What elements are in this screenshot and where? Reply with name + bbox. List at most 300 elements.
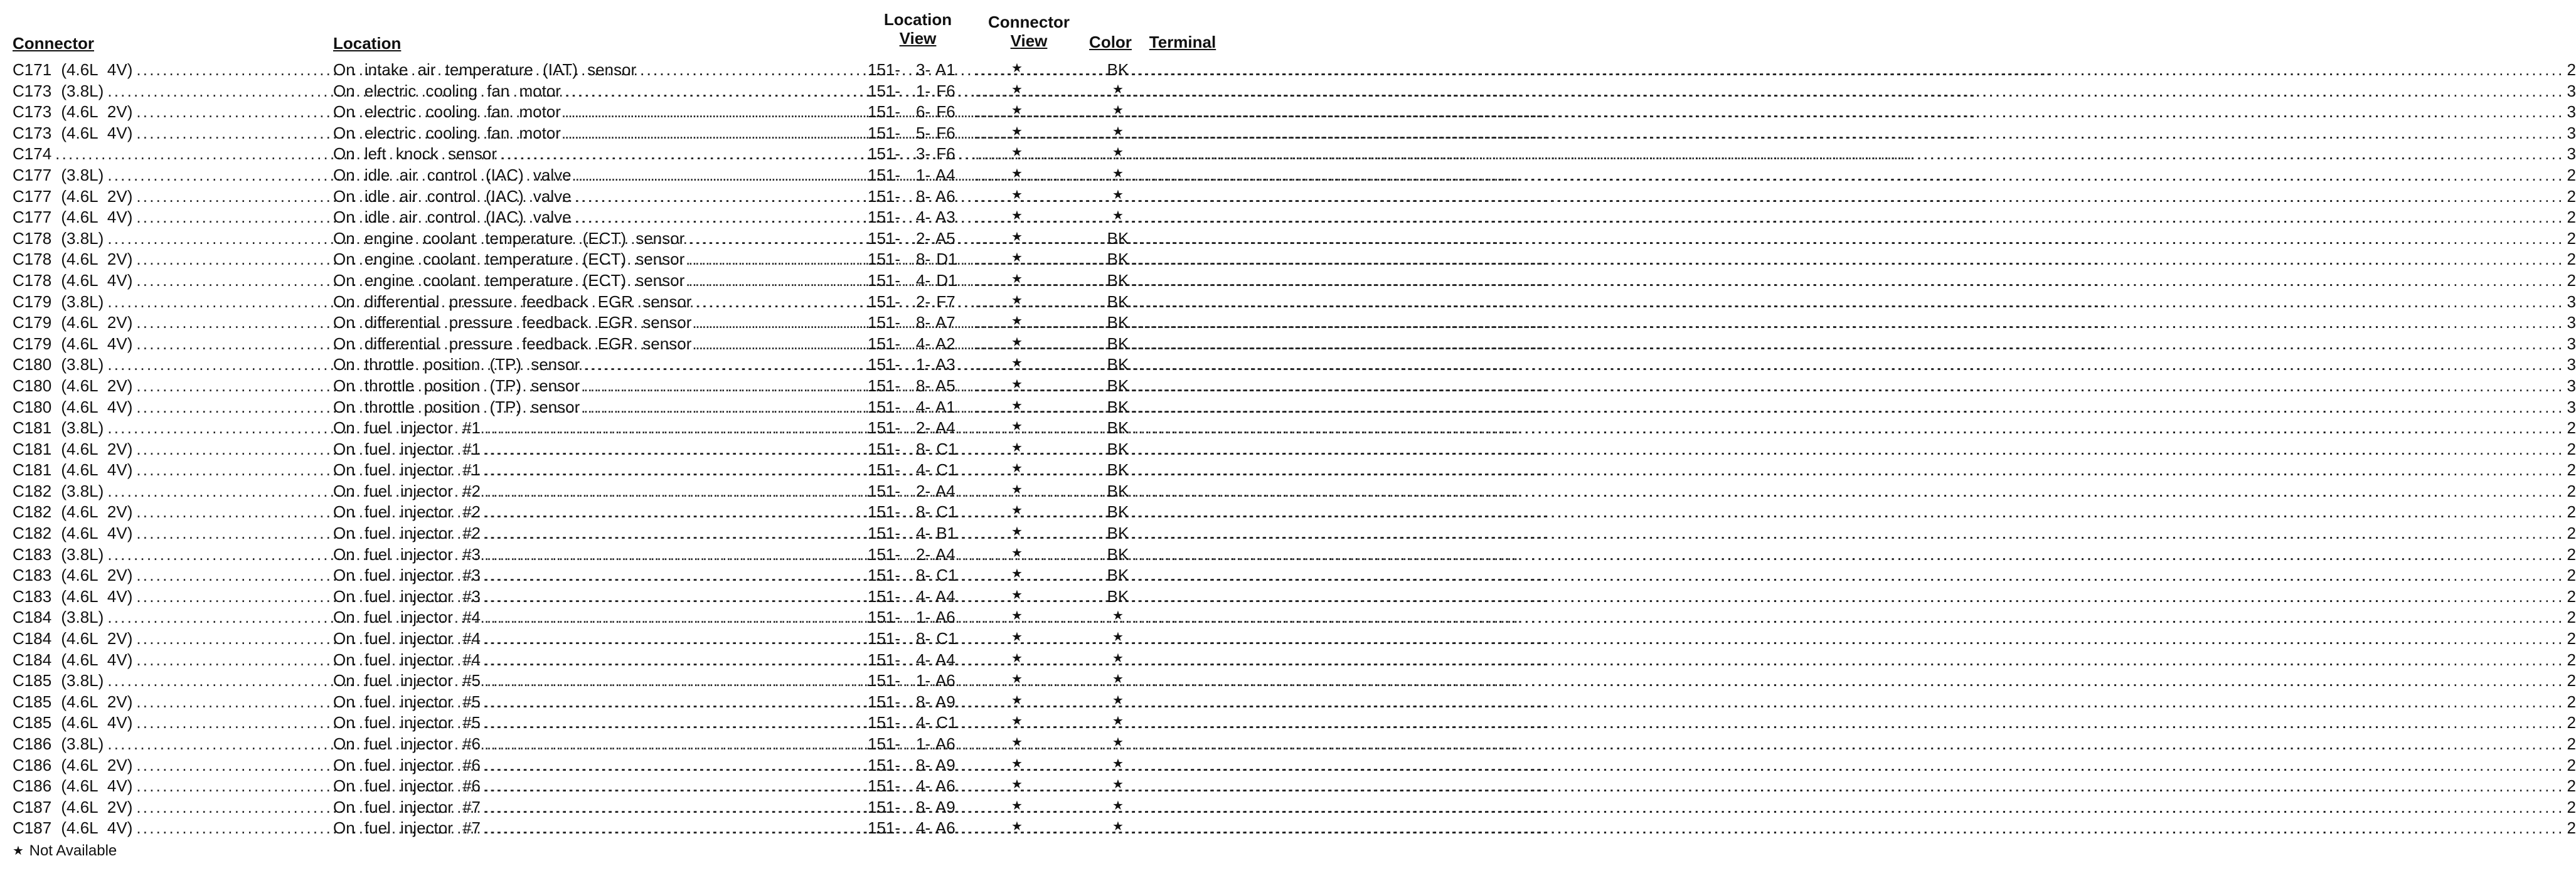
cell-color-value: ★ bbox=[1112, 778, 1124, 792]
cell-location-view-grid-value: 5- F6 bbox=[916, 123, 955, 142]
table-row bbox=[13, 292, 2576, 313]
cell-connector bbox=[13, 354, 330, 376]
cell-location-view-grid-value: 8- C1 bbox=[916, 439, 957, 458]
cell-location-view-page bbox=[868, 776, 907, 797]
cell-location-view-page-value: 151- bbox=[868, 671, 901, 690]
cell-location-view-grid-value: 4- A2 bbox=[916, 334, 955, 353]
dot-leader bbox=[972, 565, 1006, 586]
cell-color-value: ★ bbox=[1112, 166, 1124, 181]
cell-terminal-value: 3 bbox=[2567, 102, 2576, 122]
cell-connector bbox=[13, 628, 330, 650]
footnote bbox=[13, 842, 117, 861]
cell-location-view-grid bbox=[916, 818, 974, 839]
cell-connector-view bbox=[972, 376, 1087, 397]
cell-terminal-value: 2 bbox=[2567, 776, 2576, 796]
cell-connector-view-value: ★ bbox=[1011, 756, 1023, 771]
dot-leader bbox=[972, 270, 1006, 292]
cell-location-view-grid-value: 1- A4 bbox=[916, 165, 955, 184]
cell-location-view-grid bbox=[916, 81, 974, 102]
cell-connector-view-value: ★ bbox=[1011, 356, 1023, 371]
cell-connector-view-value: ★ bbox=[1011, 798, 1023, 813]
table-row bbox=[13, 397, 2576, 418]
cell-location-view-page bbox=[868, 249, 907, 270]
cell-connector bbox=[13, 270, 330, 292]
cell-location-view-grid-value: 8- A5 bbox=[916, 376, 955, 395]
table-row bbox=[13, 312, 2576, 334]
cell-connector bbox=[13, 312, 330, 334]
cell-location-view-grid bbox=[916, 334, 974, 355]
cell-color-value: BK bbox=[1107, 228, 1129, 248]
cell-location-view-grid-value: 4- A1 bbox=[916, 397, 955, 416]
dot-leader bbox=[972, 376, 1006, 397]
cell-location-view-page bbox=[868, 292, 907, 313]
table-row bbox=[13, 670, 2576, 692]
cell-connector-view-value: ★ bbox=[1011, 651, 1023, 665]
cell-connector-view-value: ★ bbox=[1011, 504, 1023, 518]
cell-terminal bbox=[1149, 207, 2576, 228]
cell-location-value: On fuel injector #5 bbox=[333, 671, 481, 690]
cell-connector bbox=[13, 797, 330, 818]
cell-color bbox=[1087, 818, 1149, 839]
column-header-connector-view-line2: View bbox=[1010, 31, 1048, 50]
cell-location-view-page-value: 151- bbox=[868, 586, 901, 606]
cell-location-view-page-value: 151- bbox=[868, 524, 901, 543]
cell-location bbox=[333, 460, 871, 481]
cell-location-view-page bbox=[868, 712, 907, 734]
dot-leader bbox=[972, 523, 1006, 544]
dot-leader bbox=[972, 334, 1006, 355]
cell-color bbox=[1087, 144, 1149, 165]
cell-location bbox=[333, 207, 871, 228]
dot-leader bbox=[972, 544, 1006, 566]
cell-location-view-grid bbox=[916, 418, 974, 439]
cell-color-value: BK bbox=[1107, 544, 1129, 564]
cell-color-value: ★ bbox=[1112, 82, 1124, 97]
cell-color bbox=[1087, 376, 1149, 397]
table-row bbox=[13, 628, 2576, 650]
dot-leader bbox=[972, 312, 1006, 334]
cell-connector-view-value: ★ bbox=[1011, 61, 1023, 75]
cell-terminal bbox=[1149, 123, 2576, 144]
cell-connector bbox=[13, 734, 330, 755]
cell-location-view-page bbox=[868, 544, 907, 566]
dot-leader bbox=[1149, 460, 2567, 481]
cell-terminal-value: 2 bbox=[2567, 228, 2576, 248]
cell-color bbox=[1087, 670, 1149, 692]
cell-location-view-page bbox=[868, 481, 907, 502]
cell-location-value: On fuel injector #3 bbox=[333, 586, 481, 606]
cell-connector-value: C171 (4.6L 4V) bbox=[13, 60, 133, 79]
cell-terminal bbox=[1149, 397, 2576, 418]
dot-leader bbox=[972, 607, 1006, 628]
cell-connector-value: C184 (4.6L 2V) bbox=[13, 629, 133, 648]
dot-leader bbox=[1149, 81, 2567, 102]
dot-leader bbox=[972, 144, 1006, 165]
dot-leader bbox=[972, 228, 1006, 250]
cell-location bbox=[333, 628, 871, 650]
cell-color bbox=[1087, 312, 1149, 334]
cell-connector-view bbox=[972, 755, 1087, 776]
cell-location bbox=[333, 797, 871, 818]
dot-leader bbox=[1149, 60, 2567, 81]
cell-location-value: On idle air control (IAC) valve bbox=[333, 165, 572, 184]
dot-leader bbox=[1149, 418, 2567, 439]
cell-terminal bbox=[1149, 376, 2576, 397]
cell-terminal bbox=[1149, 755, 2576, 776]
cell-color bbox=[1087, 460, 1149, 481]
cell-location-view-grid bbox=[916, 123, 974, 144]
dot-leader bbox=[1149, 481, 2567, 502]
cell-location bbox=[333, 354, 871, 376]
cell-location-view-page-value: 151- bbox=[868, 608, 901, 627]
cell-location-view-page bbox=[868, 439, 907, 460]
cell-location-view-page-value: 151- bbox=[868, 692, 901, 711]
cell-location-view-grid bbox=[916, 523, 974, 544]
cell-connector-view bbox=[972, 523, 1087, 544]
cell-connector-view-value: ★ bbox=[1011, 251, 1023, 265]
column-header-location bbox=[333, 34, 401, 53]
cell-location bbox=[333, 144, 871, 165]
cell-terminal bbox=[1149, 249, 2576, 270]
cell-color-value: ★ bbox=[1112, 124, 1124, 139]
cell-location-view-grid bbox=[916, 144, 974, 165]
cell-location-view-page bbox=[868, 228, 907, 250]
cell-color-value: ★ bbox=[1112, 609, 1124, 623]
cell-color bbox=[1087, 734, 1149, 755]
cell-color bbox=[1087, 628, 1149, 650]
dot-leader bbox=[972, 418, 1006, 439]
cell-connector-value: C179 (4.6L 2V) bbox=[13, 313, 133, 332]
cell-terminal bbox=[1149, 502, 2576, 523]
cell-connector bbox=[13, 460, 330, 481]
cell-location-view-grid-value: 4- A4 bbox=[916, 650, 955, 669]
cell-location-value: On fuel injector #2 bbox=[333, 481, 481, 500]
cell-connector-value: C179 (4.6L 4V) bbox=[13, 334, 133, 353]
cell-connector-view bbox=[972, 712, 1087, 734]
cell-connector-value: C186 (4.6L 2V) bbox=[13, 755, 133, 775]
cell-color bbox=[1087, 692, 1149, 713]
cell-location-view-grid bbox=[916, 712, 974, 734]
cell-connector-value: C185 (4.6L 4V) bbox=[13, 713, 133, 732]
connector-table-body bbox=[13, 60, 2576, 839]
cell-connector bbox=[13, 755, 330, 776]
cell-terminal-value: 2 bbox=[2567, 608, 2576, 627]
cell-color-value: BK bbox=[1107, 586, 1129, 606]
cell-color-value: ★ bbox=[1112, 756, 1124, 771]
cell-location-view-page-value: 151- bbox=[868, 502, 901, 522]
cell-connector-view-value: ★ bbox=[1011, 145, 1023, 160]
table-row bbox=[13, 334, 2576, 355]
dot-leader bbox=[972, 60, 1006, 81]
cell-location-view-grid bbox=[916, 376, 974, 397]
cell-terminal bbox=[1149, 523, 2576, 544]
cell-location-value: On fuel injector #6 bbox=[333, 755, 481, 775]
cell-location-view-page bbox=[868, 818, 907, 839]
cell-terminal-value: 2 bbox=[2567, 671, 2576, 690]
cell-connector-view bbox=[972, 60, 1087, 81]
cell-color bbox=[1087, 102, 1149, 123]
cell-location-view-page bbox=[868, 354, 907, 376]
dot-leader bbox=[972, 81, 1006, 102]
cell-location-view-grid bbox=[916, 165, 974, 186]
cell-color-value: BK bbox=[1107, 250, 1129, 269]
dot-leader bbox=[1149, 123, 2567, 144]
cell-connector-value: C177 (4.6L 2V) bbox=[13, 186, 133, 206]
cell-location-view-grid-value: 2- A4 bbox=[916, 544, 955, 564]
dot-leader bbox=[1149, 565, 2567, 586]
cell-connector-view-value: ★ bbox=[1011, 124, 1023, 139]
cell-location-view-grid-value: 8- C1 bbox=[916, 566, 957, 585]
cell-location-view-grid-value: 4- D1 bbox=[916, 270, 957, 290]
dot-leader bbox=[1149, 692, 2567, 713]
cell-connector bbox=[13, 102, 330, 123]
cell-terminal-value: 3 bbox=[2567, 355, 2576, 374]
cell-location-value: On fuel injector #1 bbox=[333, 439, 481, 458]
cell-location-view-page-value: 151- bbox=[868, 292, 901, 311]
cell-location bbox=[333, 418, 871, 439]
cell-location-value: On fuel injector #3 bbox=[333, 544, 481, 564]
table-row bbox=[13, 607, 2576, 628]
cell-location-view-page-value: 151- bbox=[868, 60, 901, 79]
cell-location-view-page-value: 151- bbox=[868, 439, 901, 458]
cell-connector bbox=[13, 186, 330, 208]
cell-terminal-value: 2 bbox=[2567, 797, 2576, 817]
cell-color bbox=[1087, 123, 1149, 144]
cell-location-value: On fuel injector #5 bbox=[333, 713, 481, 732]
cell-location-view-grid bbox=[916, 670, 974, 692]
cell-terminal-value: 2 bbox=[2567, 481, 2576, 500]
cell-location-view-page-value: 151- bbox=[868, 165, 901, 184]
table-row bbox=[13, 439, 2576, 460]
cell-location-view-page-value: 151- bbox=[868, 186, 901, 206]
cell-location bbox=[333, 123, 871, 144]
column-header-connector-label: Connector bbox=[13, 34, 94, 53]
cell-color bbox=[1087, 712, 1149, 734]
cell-location-value: On electric cooling fan motor bbox=[333, 123, 561, 142]
dot-leader bbox=[1149, 523, 2567, 544]
cell-color bbox=[1087, 523, 1149, 544]
cell-location-value: On fuel injector #1 bbox=[333, 460, 481, 480]
cell-location-view-grid bbox=[916, 565, 974, 586]
table-row bbox=[13, 144, 2576, 165]
cell-location-view-page-value: 151- bbox=[868, 650, 901, 669]
dot-leader bbox=[1149, 502, 2567, 523]
cell-location-value: On fuel injector #1 bbox=[333, 418, 481, 438]
table-row bbox=[13, 712, 2576, 734]
table-row bbox=[13, 249, 2576, 270]
cell-location-view-grid-value: 8- A9 bbox=[916, 755, 955, 775]
cell-terminal bbox=[1149, 354, 2576, 376]
cell-connector-value: C186 (3.8L) bbox=[13, 734, 104, 753]
cell-location-view-grid-value: 4- A3 bbox=[916, 208, 955, 227]
dot-leader bbox=[972, 165, 1006, 186]
dot-leader bbox=[1149, 586, 2567, 608]
cell-location-value: On fuel injector #7 bbox=[333, 818, 481, 838]
cell-terminal-value: 2 bbox=[2567, 165, 2576, 184]
cell-location-view-page bbox=[868, 502, 907, 523]
cell-location-view-page bbox=[868, 186, 907, 208]
cell-color bbox=[1087, 439, 1149, 460]
cell-terminal-value: 2 bbox=[2567, 566, 2576, 585]
cell-connector-view bbox=[972, 628, 1087, 650]
cell-location-view-page bbox=[868, 102, 907, 123]
cell-location bbox=[333, 397, 871, 418]
cell-connector-view bbox=[972, 354, 1087, 376]
cell-connector-view-value: ★ bbox=[1011, 335, 1023, 349]
cell-terminal bbox=[1149, 460, 2576, 481]
dot-leader bbox=[972, 397, 1006, 418]
dot-leader bbox=[972, 692, 1006, 713]
table-row bbox=[13, 123, 2576, 144]
cell-location bbox=[333, 818, 871, 839]
cell-location bbox=[333, 270, 871, 292]
cell-connector bbox=[13, 397, 330, 418]
cell-location-view-grid bbox=[916, 776, 974, 797]
cell-location-view-grid-value: 2- A5 bbox=[916, 228, 955, 248]
cell-color bbox=[1087, 565, 1149, 586]
cell-connector-view-value: ★ bbox=[1011, 272, 1023, 286]
column-header-connector-view bbox=[979, 13, 1079, 50]
cell-location-value: On fuel injector #4 bbox=[333, 608, 481, 627]
cell-color bbox=[1087, 418, 1149, 439]
dot-leader bbox=[972, 586, 1006, 608]
dot-leader bbox=[1149, 397, 2567, 418]
cell-terminal bbox=[1149, 439, 2576, 460]
cell-location-view-grid-value: 2- A4 bbox=[916, 481, 955, 500]
cell-location-view-page-value: 151- bbox=[868, 713, 901, 732]
cell-color-value: ★ bbox=[1112, 820, 1124, 834]
cell-connector-view bbox=[972, 418, 1087, 439]
cell-terminal-value: 2 bbox=[2567, 692, 2576, 711]
cell-location-view-grid-value: 1- A6 bbox=[916, 671, 955, 690]
cell-location-view-page-value: 151- bbox=[868, 123, 901, 142]
cell-location-view-page bbox=[868, 270, 907, 292]
dot-leader bbox=[972, 650, 1006, 671]
cell-connector bbox=[13, 712, 330, 734]
cell-location-view-grid bbox=[916, 502, 974, 523]
cell-location-view-grid bbox=[916, 755, 974, 776]
dot-leader bbox=[1149, 755, 2567, 776]
cell-location-view-grid-value: 4- A6 bbox=[916, 818, 955, 838]
table-row bbox=[13, 354, 2576, 376]
cell-location bbox=[333, 439, 871, 460]
cell-color-value: BK bbox=[1107, 397, 1129, 416]
cell-terminal bbox=[1149, 544, 2576, 566]
cell-location bbox=[333, 481, 871, 502]
cell-color bbox=[1087, 292, 1149, 313]
cell-location-view-grid bbox=[916, 249, 974, 270]
cell-location-value: On fuel injector #4 bbox=[333, 650, 481, 669]
cell-location-view-grid bbox=[916, 397, 974, 418]
cell-terminal bbox=[1149, 270, 2576, 292]
cell-location bbox=[333, 376, 871, 397]
cell-location-view-page bbox=[868, 734, 907, 755]
cell-location-view-grid bbox=[916, 650, 974, 671]
cell-location-view-page-value: 151- bbox=[868, 270, 901, 290]
column-header-terminal bbox=[1146, 33, 1220, 51]
cell-location-view-grid-value: 4- A6 bbox=[916, 776, 955, 796]
cell-connector-view-value: ★ bbox=[1011, 293, 1023, 307]
dot-leader bbox=[1149, 376, 2567, 397]
star-icon: ★ bbox=[13, 844, 24, 858]
cell-color-value: BK bbox=[1107, 524, 1129, 543]
cell-connector-value: C182 (4.6L 4V) bbox=[13, 524, 133, 543]
dot-leader bbox=[1149, 292, 2567, 313]
cell-location bbox=[333, 165, 871, 186]
cell-location bbox=[333, 565, 871, 586]
cell-color bbox=[1087, 776, 1149, 797]
cell-connector-view-value: ★ bbox=[1011, 440, 1023, 455]
table-row bbox=[13, 270, 2576, 292]
cell-terminal-value: 2 bbox=[2567, 186, 2576, 206]
table-row bbox=[13, 460, 2576, 481]
cell-terminal bbox=[1149, 102, 2576, 123]
cell-color-value: ★ bbox=[1112, 103, 1124, 118]
footnote-text: Not Available bbox=[29, 842, 117, 859]
cell-location-value: On fuel injector #3 bbox=[333, 566, 481, 585]
column-header-location-view bbox=[877, 10, 959, 48]
cell-location-view-page bbox=[868, 207, 907, 228]
cell-connector bbox=[13, 144, 330, 165]
cell-connector-view bbox=[972, 292, 1087, 313]
cell-color bbox=[1087, 607, 1149, 628]
cell-location-view-grid-value: 8- C1 bbox=[916, 502, 957, 522]
cell-terminal-value: 2 bbox=[2567, 502, 2576, 522]
cell-connector bbox=[13, 418, 330, 439]
table-row bbox=[13, 755, 2576, 776]
cell-connector-view bbox=[972, 81, 1087, 102]
cell-location-view-grid-value: 4- C1 bbox=[916, 713, 957, 732]
cell-terminal-value: 2 bbox=[2567, 755, 2576, 775]
cell-location-value: On fuel injector #2 bbox=[333, 524, 481, 543]
cell-terminal-value: 2 bbox=[2567, 650, 2576, 669]
cell-location-view-grid bbox=[916, 607, 974, 628]
dot-leader bbox=[972, 670, 1006, 692]
cell-connector-value: C178 (4.6L 2V) bbox=[13, 250, 133, 269]
cell-terminal bbox=[1149, 650, 2576, 671]
cell-terminal-value: 3 bbox=[2567, 123, 2576, 142]
cell-connector-value: C173 (4.6L 2V) bbox=[13, 102, 133, 122]
cell-connector-view bbox=[972, 207, 1087, 228]
table-row bbox=[13, 776, 2576, 797]
cell-color bbox=[1087, 165, 1149, 186]
cell-connector-value: C177 (4.6L 4V) bbox=[13, 208, 133, 227]
cell-color-value: BK bbox=[1107, 376, 1129, 395]
cell-connector-view bbox=[972, 460, 1087, 481]
cell-connector-view bbox=[972, 165, 1087, 186]
table-row bbox=[13, 207, 2576, 228]
cell-connector-value: C187 (4.6L 4V) bbox=[13, 818, 133, 838]
dot-leader bbox=[972, 734, 1006, 755]
cell-terminal-value: 2 bbox=[2567, 60, 2576, 79]
cell-terminal-value: 3 bbox=[2567, 81, 2576, 100]
table-row bbox=[13, 102, 2576, 123]
cell-connector-view-value: ★ bbox=[1011, 103, 1023, 118]
cell-location bbox=[333, 650, 871, 671]
cell-color bbox=[1087, 334, 1149, 355]
cell-connector-value: C184 (3.8L) bbox=[13, 608, 104, 627]
dot-leader bbox=[1149, 544, 2567, 566]
cell-connector bbox=[13, 565, 330, 586]
dot-leader bbox=[972, 460, 1006, 481]
cell-location-view-page-value: 151- bbox=[868, 81, 901, 100]
dot-leader bbox=[1149, 354, 2567, 376]
cell-color-value: BK bbox=[1107, 418, 1129, 438]
cell-location-view-page bbox=[868, 565, 907, 586]
cell-terminal-value: 2 bbox=[2567, 524, 2576, 543]
cell-location-value: On fuel injector #4 bbox=[333, 629, 481, 648]
cell-terminal-value: 2 bbox=[2567, 713, 2576, 732]
